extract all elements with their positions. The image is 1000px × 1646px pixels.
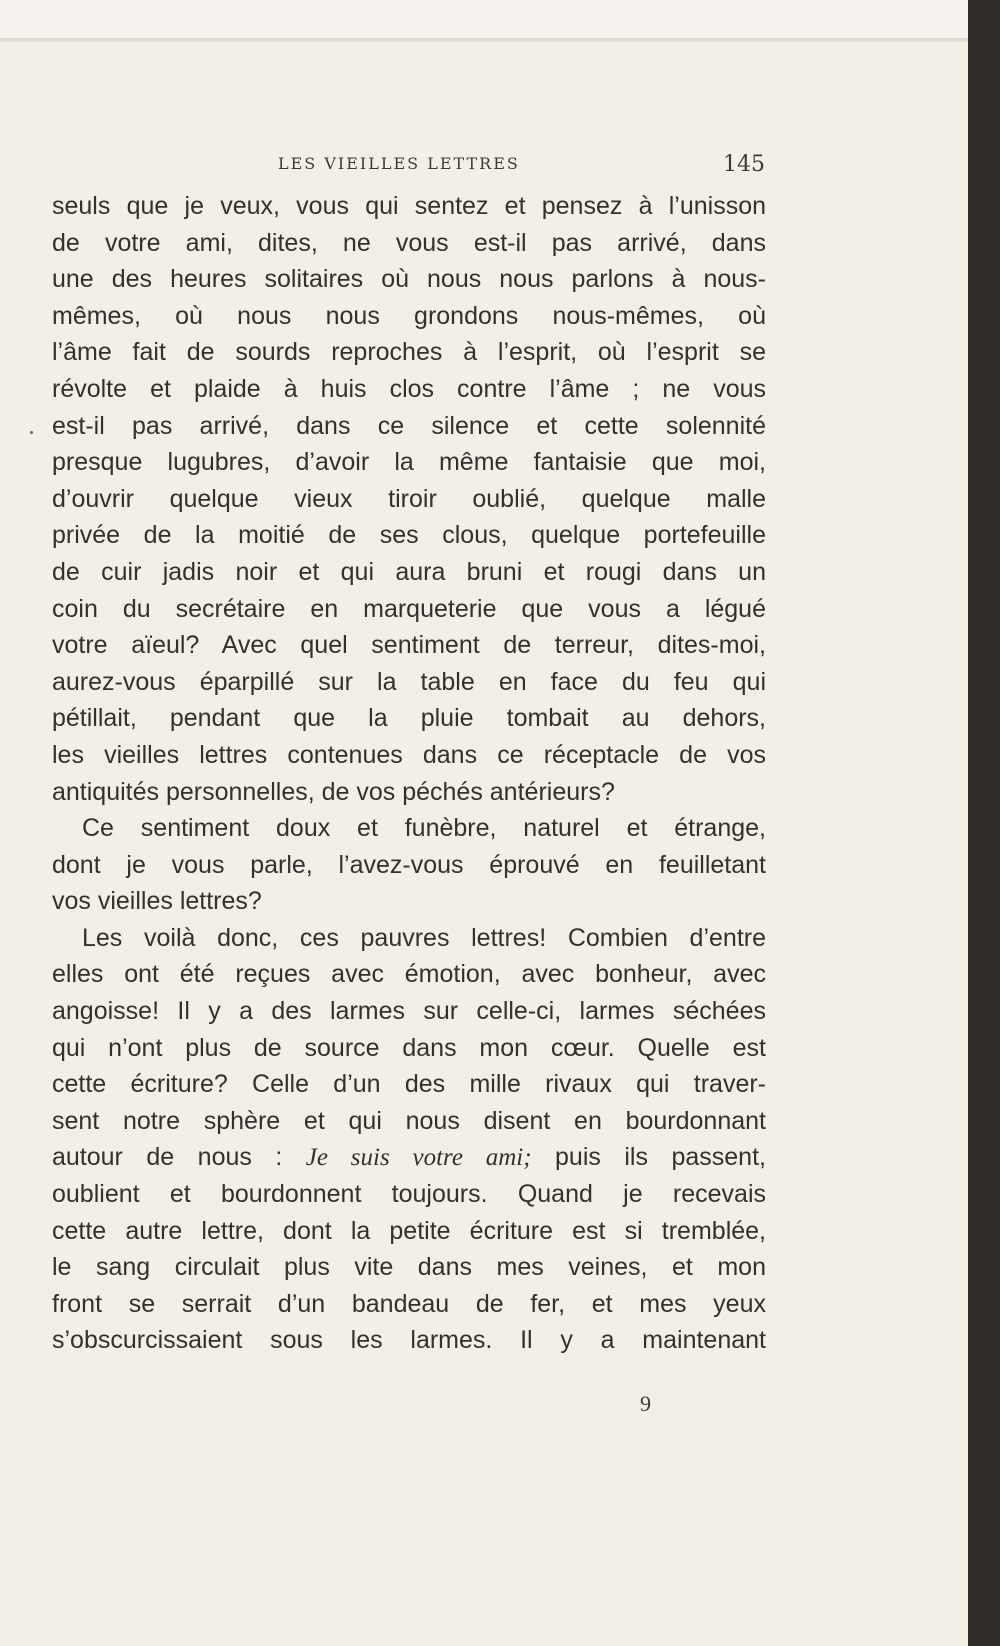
text-line: l’âme fait de sourds reproches à l’esprit, où l’esprit se	[52, 338, 766, 367]
text-line: oublient et bourdonnent toujours. Quand je recevais	[52, 1180, 766, 1209]
margin-speck	[30, 431, 33, 434]
page-header	[50, 152, 765, 178]
text-line: qui n’ont plus de source dans mon cœur. Quelle est	[52, 1033, 766, 1062]
paragraph-2	[52, 810, 766, 920]
text-line: révolte et plaide à huis clos contre l’âme ; ne vous	[52, 374, 766, 403]
text-line: presque lugubres, d’avoir la même fantaisie que moi,	[52, 448, 766, 477]
paragraph-3	[52, 920, 766, 1359]
text-line: d’ouvrir quelque vieux tiroir oublié, quelque malle	[52, 484, 766, 513]
text-line: Ce sentiment doux et funèbre, naturel et étrange,	[82, 814, 766, 843]
text-line: privée de la moitié de ses clous, quelque portefeuille	[52, 521, 766, 550]
running-head: LES VIEILLES LETTRES	[278, 154, 520, 173]
text-line: de votre ami, dites, ne vous est-il pas arrivé, dans	[52, 228, 766, 257]
text-line: vos vieilles lettres?	[52, 887, 262, 916]
text-line: aurez-vous éparpillé sur la table en face du feu qui	[52, 667, 766, 696]
text-line: les vieilles lettres contenues dans ce réceptacle de vos	[52, 740, 766, 769]
text-line: Les voilà donc, ces pauvres lettres! Combien d’entre	[82, 923, 766, 952]
text-line: elles ont été reçues avec émotion, avec bonheur, avec	[52, 960, 766, 989]
paragraph-1	[52, 188, 766, 810]
text-line: antiquités personnelles, de vos péchés antérieurs?	[52, 777, 615, 806]
text-line: seuls que je veux, vous qui sentez et pensez à l’unisson	[52, 192, 766, 220]
text-line: pétillait, pendant que la pluie tombait au dehors,	[52, 704, 766, 733]
text-line: cette écriture? Celle d’un des mille rivaux qui traver-	[52, 1070, 766, 1099]
text-run: autour de nous :	[52, 1143, 306, 1172]
text-line: cette autre lettre, dont la petite écriture est si tremblée,	[52, 1216, 766, 1245]
text-line: angoisse! Il y a des larmes sur celle-ci, larmes séchées	[52, 997, 766, 1026]
text-line: front se serrait d’un bandeau de fer, et mes yeux	[52, 1289, 766, 1318]
text-line: est-il pas arrivé, dans ce silence et cette solennité	[52, 411, 766, 440]
text-line: de cuir jadis noir et qui aura bruni et rougi dans un	[52, 557, 766, 586]
text-line: le sang circulait plus vite dans mes veines, et mon	[52, 1253, 766, 1282]
scan-right-edge	[968, 0, 1000, 1646]
page-number: 145	[723, 152, 765, 177]
signature-mark: 9	[640, 1391, 651, 1416]
text-line: dont je vous parle, l’avez-vous éprouvé en feuilletant	[52, 850, 766, 879]
text-line: votre aïeul? Avec quel sentiment de terreur, dites-moi,	[52, 631, 766, 660]
text-line: coin du secrétaire en marqueterie que vous a légué	[52, 594, 766, 623]
text-run: puis ils passent,	[531, 1143, 766, 1172]
text-line: mêmes, où nous nous grondons nous-mêmes, où	[52, 301, 766, 330]
text-line: s’obscurcissaient sous les larmes. Il y a maintenant	[52, 1326, 766, 1355]
text-line: sent notre sphère et qui nous disent en bourdonnant	[52, 1106, 766, 1135]
body-text	[52, 188, 766, 1359]
text-line-with-italic	[52, 1139, 766, 1176]
text-line: une des heures solitaires où nous nous parlons à nous-	[52, 265, 766, 294]
italic-quote: Je suis votre ami;	[305, 1144, 532, 1172]
